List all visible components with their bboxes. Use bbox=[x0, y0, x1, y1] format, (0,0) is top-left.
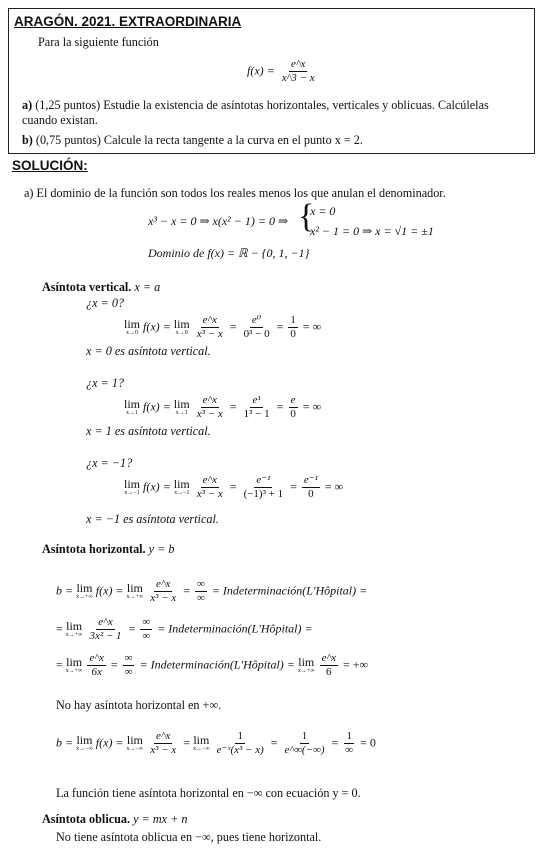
limit-x1-num2: e¹ bbox=[252, 394, 261, 406]
h1-den2: ∞ bbox=[196, 592, 205, 604]
h4-num1: e^x bbox=[156, 730, 171, 742]
limit-x1: lim x→1 f(x) = lim x→1 $\frac{e\^{}x}{\text{x³ − x}}$ = $\frac{\text{e¹}}{\text{1³ − 1}}$ = $\frac{e}{0}$ = ∞ bbox=[124, 394, 322, 420]
h3-num3: e^x bbox=[321, 652, 336, 664]
h4-num3: 1 bbox=[301, 730, 308, 742]
conclusion-x1: x = 1 es asíntota vertical. bbox=[86, 424, 211, 438]
limit-x0-den1: x³ − x bbox=[196, 328, 223, 340]
horizontal-line-1: b = lim x→+∞ f(x) = lim x→+∞ $\frac{e\^{}x}{\text{x³ − x}}$ = $\frac{\infty}{\infty}$ = Indeterminación(L'Hôpital) = bbox=[56, 578, 368, 604]
h2-den2: ∞ bbox=[142, 630, 151, 642]
h1-indeterminate: = Indeterminación(L'Hôpital) = bbox=[211, 583, 368, 598]
domain-statement: Dominio de f(x) = ℝ − {0, 1, −1} bbox=[148, 246, 310, 260]
vertical-heading: Asíntota vertical. bbox=[42, 280, 132, 294]
h1-sub-b: x→+∞ bbox=[126, 593, 144, 600]
part-b-text: (0,75 puntos) Calcule la recta tangente a la curva en el punto x = 2. bbox=[32, 133, 363, 147]
limit-xm1-den2: (−1)³ + 1 bbox=[243, 488, 284, 500]
h4-den2: e⁻ˣ(x³ − x) bbox=[216, 744, 264, 756]
h1-den1: x³ − x bbox=[150, 592, 177, 604]
h4-result: = 0 bbox=[360, 735, 376, 750]
limit-x0-den2: 0³ − 0 bbox=[243, 328, 270, 340]
limit-x0-sub-b: x→0 bbox=[175, 329, 188, 336]
limit-x1-sub-b: x→1 bbox=[175, 409, 188, 416]
h2-sub: x→+∞ bbox=[65, 631, 83, 638]
limit-xm1-num3: e⁻¹ bbox=[303, 474, 318, 486]
limit-x1-den3: 0 bbox=[290, 408, 296, 420]
limit-xm1-den3: 0 bbox=[308, 488, 314, 500]
limit-x0-num3: 1 bbox=[290, 314, 296, 326]
h2-num1: e^x bbox=[98, 616, 113, 628]
conclusion-x0: x = 0 es asíntota vertical. bbox=[86, 344, 211, 358]
limit-xm1-result: = ∞ bbox=[324, 479, 344, 494]
problem-title: ARAGÓN. 2021. EXTRAORDINARIA bbox=[14, 14, 242, 29]
solution-intro: a) El dominio de la función son todos los reales menos los que anulan el denominador. bbox=[24, 186, 446, 200]
oblique-heading-line bbox=[42, 812, 187, 827]
function-lhs: f(x) = bbox=[247, 63, 275, 78]
limit-x0-num1: e^x bbox=[202, 314, 217, 326]
h2-indeterminate: = Indeterminación(L'Hôpital) = bbox=[157, 621, 313, 636]
horizontal-heading-line bbox=[42, 542, 174, 557]
solution-title: SOLUCIÓN: bbox=[12, 158, 88, 173]
part-b-label: b) bbox=[22, 133, 33, 147]
h4-sub-b: x→−∞ bbox=[126, 745, 144, 752]
h3-num1: e^x bbox=[89, 652, 104, 664]
h3-result: = +∞ bbox=[342, 657, 369, 672]
limit-x0-result: = ∞ bbox=[302, 319, 322, 334]
limit-x0-den3: 0 bbox=[290, 328, 296, 340]
h4-num2: 1 bbox=[237, 730, 243, 742]
limit-xm1-num1: e^x bbox=[202, 474, 217, 486]
limit-x1-den2: 1³ − 1 bbox=[243, 408, 270, 420]
factorization: x³ − x = 0 ⇒ x(x² − 1) = 0 ⇒ bbox=[148, 214, 288, 228]
part-a-text: (1,25 puntos) Estudie la existencia de asíntotas horizontales, verticales y oblicuas. Calcúlelas bbox=[32, 98, 489, 112]
limit-x1-result: = ∞ bbox=[302, 399, 322, 414]
question-x0: ¿x = 0? bbox=[86, 296, 125, 310]
h3-num2: ∞ bbox=[124, 652, 133, 664]
h4-den4: ∞ bbox=[345, 744, 354, 756]
part-a-label: a) bbox=[22, 98, 33, 112]
h1-lhs: b = bbox=[56, 583, 74, 598]
question-xm1: ¿x = −1? bbox=[86, 456, 133, 470]
h4-lhs: b = bbox=[56, 735, 74, 750]
function-numerator: e^x bbox=[290, 58, 306, 70]
h3-den3: 6 bbox=[326, 666, 332, 678]
vertical-heading-line bbox=[42, 280, 160, 295]
horizontal-line-3: = lim x→+∞ $\frac{e\^{}x}{6x}$ = $\frac{\infty}{\infty}$ = Indeterminación(L'Hôpital) = lim x→+∞ $\frac{e\^{}x}{6}$ = +∞ bbox=[56, 652, 369, 678]
function-definition bbox=[247, 58, 319, 85]
horizontal-conclusion: La función tiene asíntota horizontal en −∞ con ecuación y = 0. bbox=[56, 786, 361, 800]
oblique-eq: y = mx + n bbox=[133, 812, 188, 826]
limit-x1-sub-a: x→1 bbox=[126, 409, 138, 416]
h4-sub-c: x→−∞ bbox=[192, 745, 210, 752]
function-denominator: x^3 − x bbox=[281, 72, 315, 84]
limit-x0-sub-a: x→0 bbox=[126, 329, 138, 336]
h1-sub-a: x→+∞ bbox=[76, 593, 93, 600]
limit-xm1-num2: e⁻¹ bbox=[256, 474, 271, 486]
horizontal-eq: y = b bbox=[148, 542, 175, 556]
h1-num1: e^x bbox=[156, 578, 171, 590]
h2-den1: 3x² − 1 bbox=[89, 630, 122, 642]
h2-num2: ∞ bbox=[142, 616, 151, 628]
limit-x1-num3: e bbox=[290, 394, 296, 406]
case-2: x² − 1 = 0 ⇒ x = √1 = ±1 bbox=[310, 224, 434, 238]
no-horizontal-plus-inf: No hay asíntota horizontal en +∞. bbox=[56, 698, 222, 712]
part-a-statement bbox=[22, 98, 489, 113]
h3-den2: ∞ bbox=[124, 666, 133, 678]
limit-x0-num2: e⁰ bbox=[251, 314, 262, 326]
limit-xm1-sub-b: x→−1 bbox=[174, 489, 190, 496]
h4-sub-a: x→−∞ bbox=[76, 745, 93, 752]
part-a-continuation: cuando existan. bbox=[22, 113, 98, 127]
h1-num2: ∞ bbox=[196, 578, 205, 590]
horizontal-heading: Asíntota horizontal. bbox=[42, 542, 146, 556]
vertical-eq: x = a bbox=[134, 280, 161, 294]
h4-num4: 1 bbox=[346, 730, 352, 742]
cases-brace: { bbox=[298, 198, 315, 235]
oblique-heading: Asíntota oblicua. bbox=[42, 812, 131, 826]
horizontal-line-4: b = lim x→−∞ f(x) = lim x→−∞ $\frac{e\^{}x}{\text{x³ − x}}$ = lim x→−∞ $\frac{1}{\text{e⁻ˣ(x³ − x)}}$ = $\frac{1}{e\^{}\infty(-\infty)}$ = $\frac{1}{\infty}$ = 0 bbox=[56, 730, 376, 756]
oblique-text: No tiene asíntota oblicua en −∞, pues tiene horizontal. bbox=[56, 830, 322, 844]
limit-x0: lim x→0 f(x) = lim x→0 $\frac{e\^{}x}{\text{x³ − x}}$ = $\frac{\text{e⁰}}{\text{0³ − 0}}$ = $\frac{1}{0}$ = ∞ bbox=[124, 314, 322, 340]
limit-xm1: lim x→−1 f(x) = lim x→−1 $\frac{e\^{}x}{\text{x³ − x}}$ = $\frac{\text{e⁻¹}}{\text{(−1)³ + 1}}$ = $\frac{\text{e⁻¹}}{0}$ = ∞ bbox=[124, 474, 344, 500]
function-fraction bbox=[280, 58, 317, 85]
horizontal-line-2: = lim x→+∞ $\frac{e\^{}x}{\text{3x² − 1}}$ = $\frac{\infty}{\infty}$ = Indeterminación(L'Hôpital) = bbox=[56, 616, 313, 642]
h4-den3: e^∞(−∞) bbox=[284, 744, 325, 756]
question-x1: ¿x = 1? bbox=[86, 376, 125, 390]
case-1: x = 0 bbox=[310, 204, 336, 218]
h3-sub-a: x→+∞ bbox=[65, 667, 83, 674]
h4-den1: x³ − x bbox=[150, 744, 177, 756]
h3-den1: 6x bbox=[91, 666, 102, 678]
problem-intro: Para la siguiente función bbox=[38, 35, 159, 49]
conclusion-xm1: x = −1 es asíntota vertical. bbox=[86, 512, 219, 526]
limit-x1-num1: e^x bbox=[202, 394, 217, 406]
part-b-statement bbox=[22, 133, 363, 148]
limit-x1-den1: x³ − x bbox=[196, 408, 223, 420]
limit-xm1-sub-a: x→−1 bbox=[124, 489, 140, 496]
h3-sub-b: x→+∞ bbox=[297, 667, 315, 674]
limit-xm1-den1: x³ − x bbox=[196, 488, 223, 500]
